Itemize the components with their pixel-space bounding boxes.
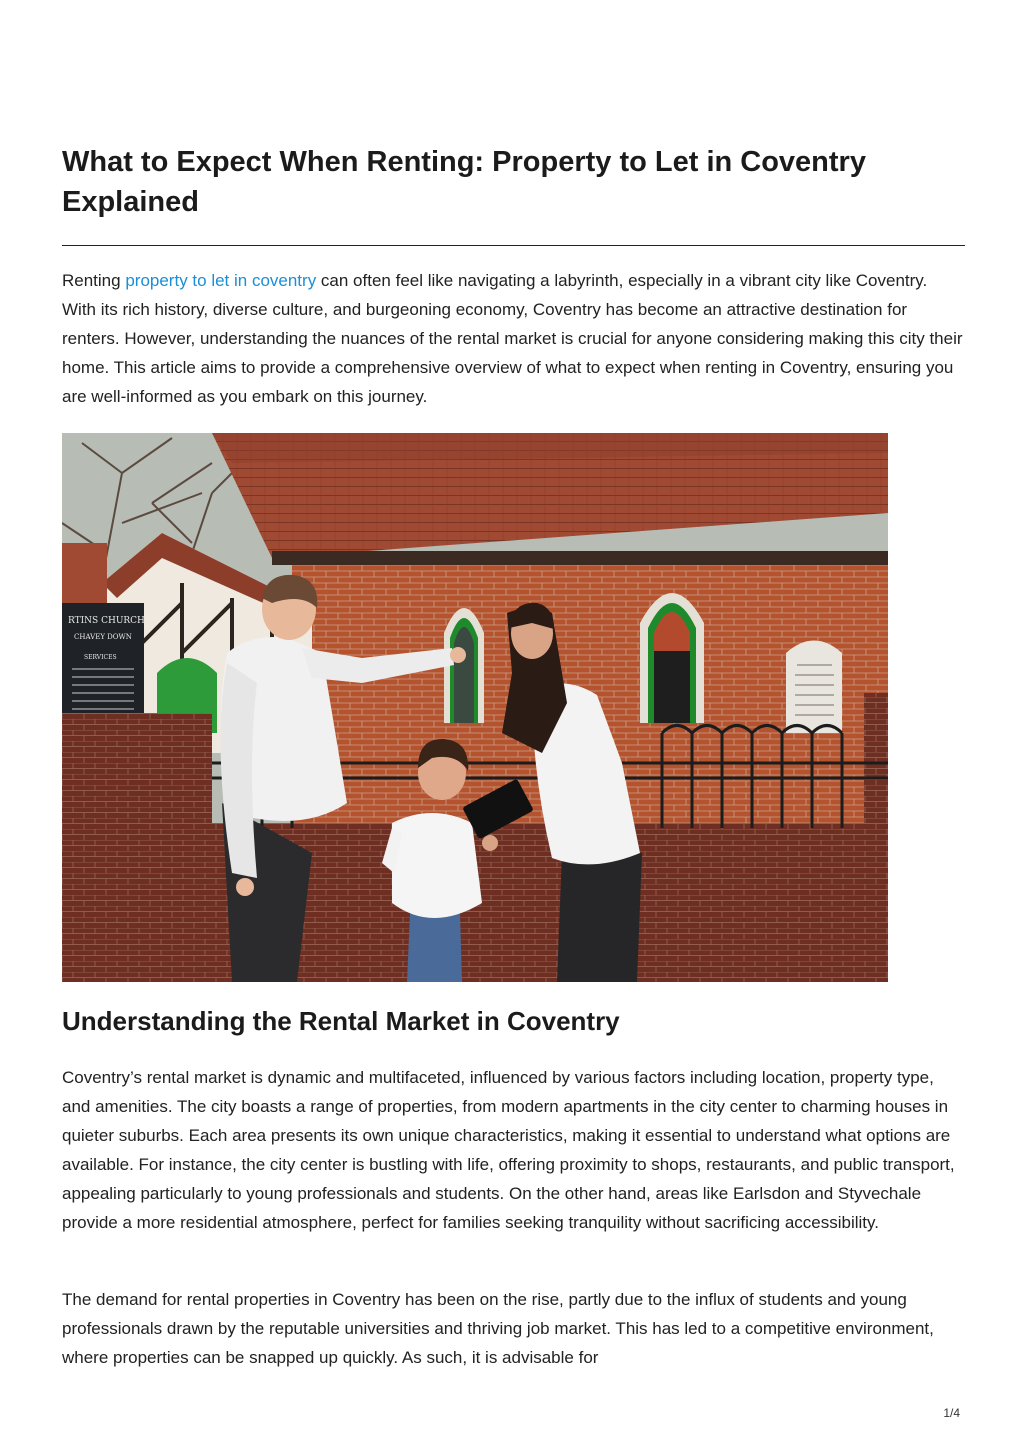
intro-text-end: can often feel like navigating a labyrinth, especially in a vibrant city like Coventry. With its rich history, diverse culture, and burgeoning economy, Coventry has become an attractive destination for renters. However, understanding the nuances of the rental market is crucial for anyone considering making this city their home. This article aims to provide a comprehensive overview of what to expect when renting in Coventry, ensuring you are well-informed as you embark on this journey. (62, 271, 963, 406)
body-paragraph: Coventry’s rental market is dynamic and multifaceted, influenced by various factors including location, property type, and amenities. The city boasts a range of properties, from modern apartments in the city center to charming houses in quieter suburbs. Each area presents its own unique characteristics, making it essential to understand what options are available. For instance, the city center is bustling with life, offering proximity to shops, restaurants, and public transport, appealing particularly to young professionals and students. On the other hand, areas like Earlsdon and Styvechale provide a more residential atmosphere, perfect for families seeking tranquility without sacrificing accessibility. (62, 1068, 955, 1232)
body-paragraph: The demand for rental properties in Coventry has been on the rise, partly due to the influx of students and young professionals drawn by the reputable universities and thriving job market. This has led to a competitive environment, where properties can be snapped up quickly. As such, it is advisable for (62, 1290, 934, 1367)
sign-line-2: CHAVEY DOWN (74, 633, 132, 641)
sign-line-3: SERVICES (84, 654, 117, 661)
family-viewing-church-photo (62, 433, 888, 982)
sign-line-1: RTINS CHURCH (68, 616, 145, 626)
memorial-plaque (786, 641, 842, 734)
intro-paragraph (62, 266, 965, 411)
arched-window (640, 593, 704, 723)
title-divider (62, 245, 965, 246)
article-title: What to Expect When Renting: Property to Let in Coventry Explained (62, 146, 866, 218)
intro-text-start: Renting (62, 271, 126, 290)
page-number: 1/4 (943, 1406, 960, 1420)
property-to-let-link[interactable]: property to let in coventry (125, 271, 317, 290)
section-heading: Understanding the Rental Market in Coventry (62, 1006, 620, 1036)
